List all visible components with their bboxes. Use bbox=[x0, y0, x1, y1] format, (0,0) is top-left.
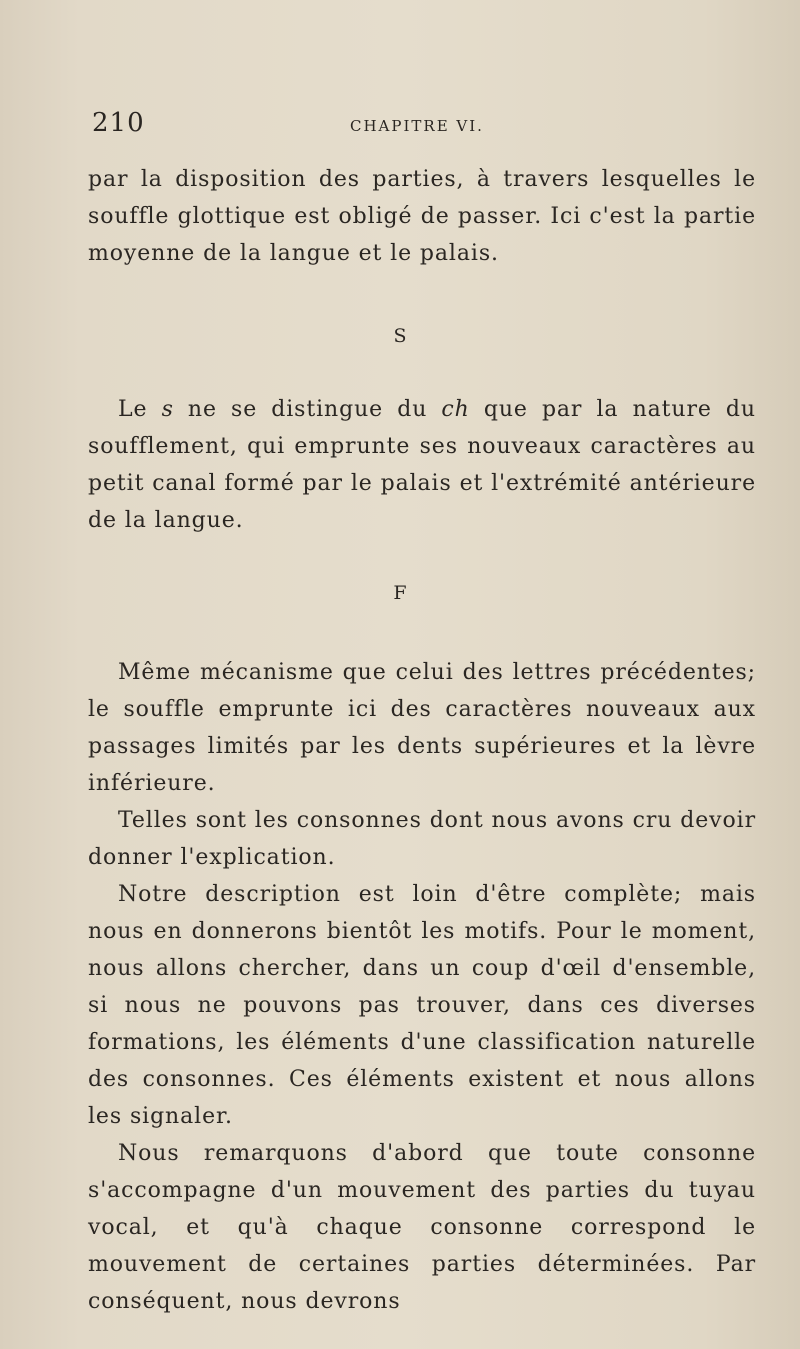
text-run: Le bbox=[118, 397, 162, 422]
paragraph-text: Même mécanisme que celui des lettres précédentes; le souffle emprunte ici des caractères nouveaux aux passages limités par les dents supérieures et la lèvre inférieure. bbox=[88, 660, 756, 796]
paragraph-text: Notre description est loin d'être complète; mais nous en donnerons bientôt les motifs. Pour le moment, nous allons chercher, dans un coup d'œil d'ensemble, si nous ne pouvons pas trouver, dans ces diverses formations, les éléments d'une classification naturelle des consonnes. Ces éléments existent et nous allons les signaler. bbox=[88, 882, 756, 1129]
paragraph-text: Telles sont les consonnes dont nous avons cru devoir donner l'explication. bbox=[88, 808, 756, 870]
text-run: que par la nature du soufflement, qui emprunte ses nouveaux caractères au petit canal formé par le palais et l'extrémité antérieure de la langue. bbox=[88, 397, 756, 533]
running-head: CHAPITRE VI. bbox=[350, 117, 484, 135]
paragraph-s bbox=[88, 391, 756, 539]
page-header bbox=[92, 108, 752, 148]
paragraph-text bbox=[88, 391, 756, 539]
italic-letter: s bbox=[161, 397, 174, 422]
italic-digraph: ch bbox=[441, 397, 470, 422]
paragraph-f bbox=[88, 654, 756, 1320]
paragraph-text: Nous remarquons d'abord que toute consonne s'accompagne d'un mouvement des parties du tuyau vocal, et qu'à chaque consonne correspond le mouvement de certaines parties déterminées. Par conséquent, nous devrons bbox=[88, 1141, 756, 1314]
section-heading-f: F bbox=[393, 582, 407, 604]
section-heading-s: S bbox=[393, 325, 407, 347]
paragraph-text: par la disposition des parties, à travers lesquelles le souffle glottique est obligé de passer. Ici c'est la partie moyenne de la langue et le palais. bbox=[88, 167, 756, 266]
page-number: 210 bbox=[92, 108, 145, 138]
text-run: ne se distingue du bbox=[173, 397, 442, 422]
paragraph-intro bbox=[88, 161, 756, 272]
